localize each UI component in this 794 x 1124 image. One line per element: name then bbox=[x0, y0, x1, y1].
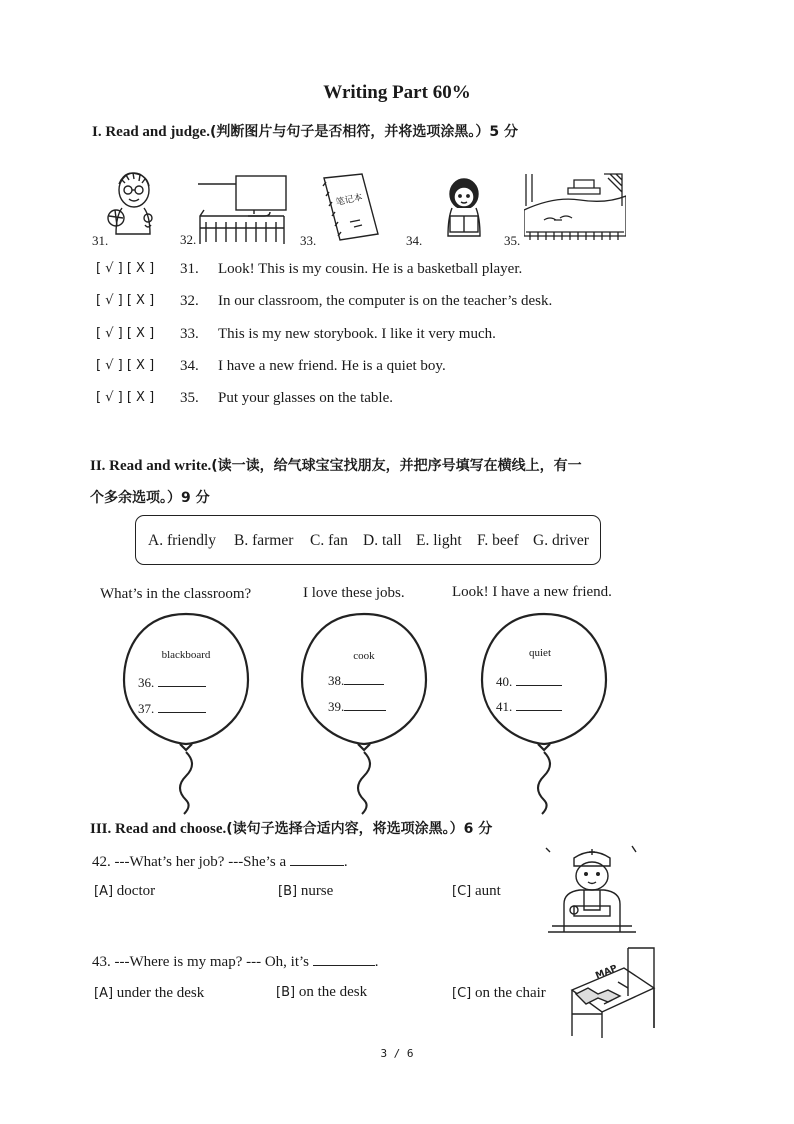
picture-34-girl-reading bbox=[438, 174, 490, 245]
judge-item-35 bbox=[96, 390, 596, 412]
item-number: 33. bbox=[180, 326, 199, 342]
notebook-label: 笔记本 bbox=[335, 192, 364, 209]
balloon-word: cook bbox=[353, 650, 375, 662]
picture-number-35: 35. bbox=[504, 233, 521, 248]
q43-option-b[interactable]: [B] on the desk bbox=[276, 984, 368, 1000]
answer-line-37[interactable]: 37. bbox=[138, 698, 206, 717]
q43-option-c[interactable]: [C] on the chair bbox=[452, 985, 546, 1001]
item-text: Look! This is my cousin. He is a basketball player. bbox=[218, 261, 523, 277]
word-options-box bbox=[135, 515, 601, 565]
q42-option-c[interactable]: [C] aunt bbox=[452, 883, 501, 899]
part3-instruction: (读句子选择合适内容，将选项涂黑。）6 分 bbox=[226, 821, 493, 837]
balloon-word: quiet bbox=[529, 647, 551, 659]
computer-on-desk-icon bbox=[198, 172, 290, 246]
balloon-question-3: Look! I have a new friend. bbox=[452, 584, 612, 600]
item-number: 35. bbox=[180, 390, 199, 406]
balloon-2 bbox=[298, 610, 430, 821]
item-number: 34. bbox=[180, 358, 199, 374]
boy-with-ball-icon bbox=[104, 170, 162, 240]
option-c: C. fan bbox=[310, 532, 348, 549]
question-43: 43. ---Where is my map? --- Oh, it’s . bbox=[92, 951, 379, 971]
judge-item-33 bbox=[96, 326, 596, 348]
item-number: 32. bbox=[180, 293, 199, 309]
option-f: F. beef bbox=[477, 532, 519, 549]
option-g: G. driver bbox=[533, 532, 589, 549]
answer-marks[interactable]: [ √ ] [ X ] bbox=[96, 326, 155, 341]
question-text: 43. ---Where is my map? --- Oh, it’s bbox=[92, 954, 310, 970]
answer-marks[interactable]: [ √ ] [ X ] bbox=[96, 390, 155, 405]
item-number: 31. bbox=[180, 261, 199, 277]
judge-item-34 bbox=[96, 358, 596, 380]
picture-33-notebook bbox=[320, 172, 382, 249]
part3-heading-en: III. Read and choose. bbox=[90, 821, 227, 837]
part2-heading-en: II. Read and write. bbox=[90, 458, 212, 474]
notebook-icon bbox=[320, 172, 382, 244]
part3-heading bbox=[90, 818, 492, 838]
part2-instruction-1: (读一读，给气球宝宝找朋友，并把序号填写在横线上，有一 bbox=[211, 458, 582, 474]
question-text: 42. ---What’s her job? ---She’s a bbox=[92, 854, 287, 870]
answer-line-39[interactable]: 39. bbox=[328, 696, 386, 715]
page-number: 3 / 6 bbox=[380, 1047, 414, 1060]
answer-line-41[interactable]: 41. bbox=[496, 696, 562, 715]
item-text: In our classroom, the computer is on the teacher’s desk. bbox=[218, 293, 553, 309]
judge-item-32 bbox=[96, 293, 596, 315]
option-d: D. tall bbox=[363, 532, 402, 549]
option-e: E. light bbox=[416, 532, 462, 549]
part1-instruction: (判断图片与句子是否相符，并将选项涂黑。）5 分 bbox=[209, 124, 518, 140]
judge-item-31 bbox=[96, 261, 596, 283]
option-b: B. farmer bbox=[234, 532, 294, 549]
picture-31-boy-with-ball bbox=[104, 170, 162, 245]
map-on-chair-icon bbox=[568, 944, 660, 1040]
picture-number-33: 33. bbox=[300, 233, 317, 248]
nurse-icon bbox=[544, 844, 640, 934]
answer-line-36[interactable]: 36. bbox=[138, 672, 206, 691]
balloon-3 bbox=[478, 610, 610, 821]
picture-number-32: 32. bbox=[180, 232, 197, 247]
answer-line-38[interactable]: 38. bbox=[328, 670, 384, 689]
question-42: 42. ---What’s her job? ---She’s a . bbox=[92, 851, 348, 871]
girl-reading-icon bbox=[438, 174, 490, 240]
part2-heading bbox=[90, 455, 582, 475]
answer-blank[interactable] bbox=[313, 951, 375, 966]
balloon-question-2: I love these jobs. bbox=[303, 585, 405, 601]
answer-marks[interactable]: [ √ ] [ X ] bbox=[96, 261, 155, 276]
picture-35-glasses-on-bed bbox=[524, 170, 626, 247]
part2-instruction-2: 个多余选项。）9 分 bbox=[90, 490, 210, 506]
picture-number-31: 31. bbox=[92, 233, 109, 248]
item-text: Put your glasses on the table. bbox=[218, 390, 393, 406]
answer-marks[interactable]: [ √ ] [ X ] bbox=[96, 358, 155, 373]
picture-number-34: 34. bbox=[406, 233, 423, 248]
glasses-on-bed-icon bbox=[524, 170, 626, 242]
answer-marks[interactable]: [ √ ] [ X ] bbox=[96, 293, 155, 308]
q43-option-a[interactable]: [A] under the desk bbox=[94, 985, 205, 1001]
item-text: This is my new storybook. I like it very much. bbox=[218, 326, 496, 342]
picture-32-computer-on-desk bbox=[198, 172, 290, 251]
item-text: I have a new friend. He is a quiet boy. bbox=[218, 358, 446, 374]
map-on-chair-picture bbox=[568, 944, 660, 1045]
balloon-word: blackboard bbox=[161, 649, 211, 661]
answer-blank[interactable] bbox=[290, 851, 344, 866]
part1-heading bbox=[92, 121, 518, 141]
part1-heading-en: I. Read and judge. bbox=[92, 124, 210, 140]
nurse-picture bbox=[544, 844, 640, 939]
map-label: MAP bbox=[594, 963, 619, 982]
q42-option-a[interactable]: [A] doctor bbox=[94, 883, 156, 899]
page-title: Writing Part 60% bbox=[323, 82, 471, 103]
option-a: A. friendly bbox=[148, 532, 217, 549]
balloon-1 bbox=[120, 610, 252, 821]
q42-option-b[interactable]: [B] nurse bbox=[278, 883, 334, 899]
balloon-question-1: What’s in the classroom? bbox=[100, 586, 252, 602]
answer-line-40[interactable]: 40. bbox=[496, 671, 562, 690]
